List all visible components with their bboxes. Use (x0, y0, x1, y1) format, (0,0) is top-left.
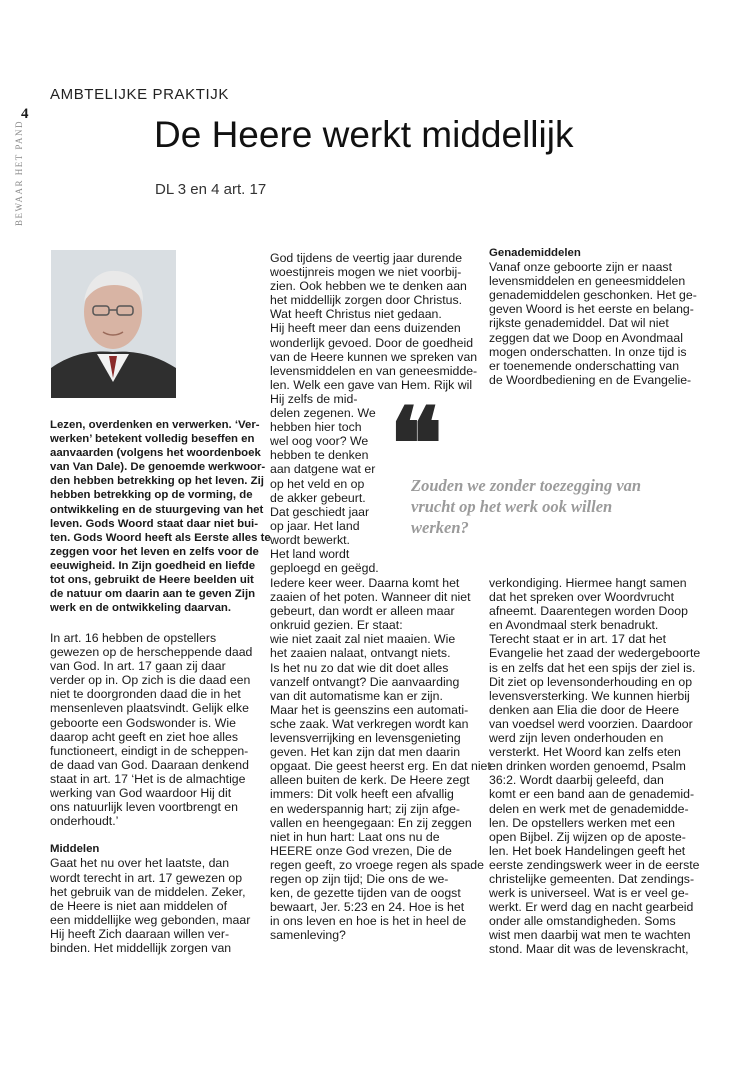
column-1 (50, 631, 252, 955)
body-text: Vanaf onze geboorte zijn er naast levensmiddelen en geneesmiddelen genademiddelen geschonken. Het ge- geven Woord is het eerste en belang- rijkste genademiddel. Dat wil niet zeggen dat we Doop en Avondmaal mogen onderschatten. In onze tijd is er toenemende onderschatting van de Woordbediening en de Evangelie- (489, 260, 697, 387)
section-heading-genademiddelen: Genademiddelen (489, 247, 581, 259)
portrait-icon (51, 250, 176, 398)
column-3-bottom: verkondiging. Hiermee hangt samen dat het spreken over Woordvrucht afneemt. Daarentegen worden Doop en Avondmaal sterk benadrukt. Terecht staat er in art. 17 dat het Evangelie het zaad der wedergeboorte is en zelfs dat het een spijs der ziel is. Dit ziet op levensonderhouding en op levensversterking. We kunnen hierbij denken aan Elia die door de Heere van voedsel werd voorzien. Daardoor werd zijn leven onderhouden en versterkt. Het Woord kan zelfs eten en drinken worden genoemd, Psalm 36:2. Wordt daarbij geleefd, dan komt er een band aan de genademid- delen en werk met de genademidde- len. De opstellers werken met een open Bijbel. Zij wijzen op de aposte- len. Het boek Handelingen geeft het eerste zendingswerk weer in de eerste christelijke gemeenten. Dat zendings- werk is universeel. Wat is er veel ge- werkt. Er werd dag en nacht gearbeid onder alle omstandigheden. Soms wist men daarbij wat men te wachten stond. Maar dit was de levenskracht, (489, 576, 701, 957)
column-3-top (489, 246, 697, 387)
body-text: Gaat het nu over het laatste, dan wordt terecht in art. 17 gewezen op het gebruik van de middelen. Zeker, de Heere is niet aan middelen of een middellijke weg gebonden, maar Hij heeft Zich daaraan willen ver- binden. Het middellijk zorgen van (50, 856, 251, 955)
section-label: AMBTELIJKE PRAKTIJK (50, 86, 229, 103)
page-number: 4 (21, 106, 29, 122)
pull-quote: Zouden we zonder toezegging van vrucht op het werk ook willen werken? (411, 476, 642, 537)
portrait-photo (51, 250, 176, 398)
body-text: In art. 16 hebben de opstellers gewezen op de herscheppende daad van God. In art. 17 gaan zij daar verder op in. Op zich is die daad een niet te doorgronden daad die in het mensenleven plaatsvindt. Gelijk elke geboorte een Godswonder is. Wie daarop acht geeft en ziet hoe alles functioneert, eindigt in de scheppen- de daad van God. Daaraan denkend staat in art. 17 ‘Het is de almachtige werking van God waardoor Hij dit ons natuurlijk leven voortbrengt en onderhoudt.’ (50, 631, 253, 829)
column-2-bottom: Iedere keer weer. Daarna komt het zaaien of het poten. Wanneer dit niet gebeurt, dan wordt er alleen maar onkruid gezien. Er staat: wie niet zaait zal niet maaien. Wie het zaaien nalaat, ontvangt niets. Is het nu zo dat wie dit doet alles vanzelf ontvangt? Die aanvaarding van dit automatisme kan er zijn. Maar het is geenszins een automati- sche zaak. Wat verkregen wordt kan levensverrijking en levensgenieting geven. Het kan zijn dat men daarin opgaat. Die geest heerst erg. En dat niet alleen buiten de kerk. De Heere zegt immers: Dit volk heeft een afvallig en wederspannig hart; zij zijn afge- vallen en heengegaan: En zij zeggen niet in hun hart: Laat ons nu de HEERE onze God vrezen, Die de regen geeft, zo vroege regen als spade regen op zijn tijd; Die ons de we- ken, de gezette tijden van de oogst bewaart, Jer. 5:23 en 24. Hoe is het in ons leven en hoe is het in heel de samenleving? (270, 576, 491, 943)
quote-mark-icon: ❝ (389, 390, 443, 501)
intro-paragraph: Lezen, overdenken en verwerken. ‘Ver- werken’ betekent volledig beseffen en aanvaarden (volgens het woordenboek van Van Dale). De genoemde werkwoor- den hebben betrekking op het leven. Zij hebben betrekking op de vorming, de ontwikkeling en de stuurgeving van het leven. Gods Woord staat daar niet bui- ten. Gods Woord heeft als Eerste alles te zeggen voor het leven en zelfs voor de eeuwigheid. In Zijn goedheid en liefde tot ons, gebruikt de Heere beelden uit de natuur om daarin aan te geven Zijn werk en de ontwikkeling daarvan. (50, 419, 271, 615)
column-2-top: God tijdens de veertig jaar durende woestijnreis mogen we niet voorbij- zien. Ook hebben we te denken aan het middellijk zorgen door Christus. Wat heeft Christus niet gedaan. Hij heeft meer dan eens duizenden wonderlijk gevoed. Door de goedheid van de Heere kunnen we spreken van levensmiddelen en van geneesmidde- len. Welk een gave van Hem. Rijk wil Hij zelfs de mid- delen zegenen. We hebben hier toch wel oog voor? We hebben te denken aan datgene wat er op het veld en op de akker gebeurt. Dat geschiedt jaar op jaar. Het land wordt bewerkt. Het land wordt geploegd en geëgd. (270, 251, 478, 576)
side-label: BEWAAR HET PAND (14, 119, 24, 226)
section-heading-middelen: Middelen (50, 843, 100, 856)
article-title: De Heere werkt middellijk (154, 114, 574, 155)
article-subtitle: DL 3 en 4 art. 17 (155, 181, 267, 198)
